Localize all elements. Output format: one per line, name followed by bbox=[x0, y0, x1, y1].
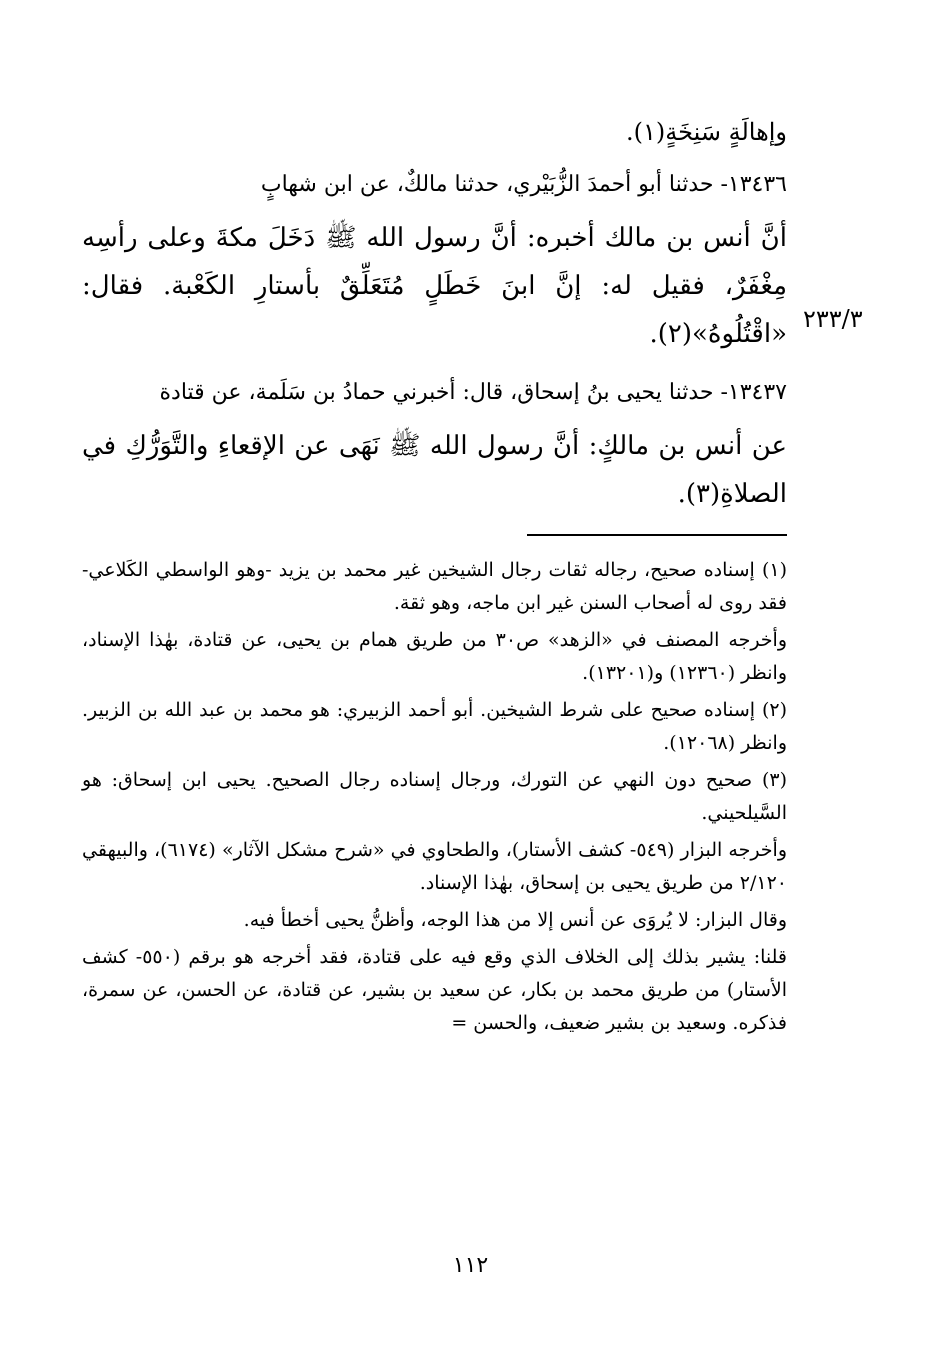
hadith-13437-chain: ١٣٤٣٧- حدثنا يحيى بنُ إسحاق، قال: أخبرني حمادُ بن سَلَمة، عن قتادة bbox=[159, 380, 787, 405]
footnote-1: (١) إسناده صحيح، رجاله ثقات رجال الشيخين غير محمد بن يزيد -وهو الواسطي الكَلاعي- فقد روى له أصحاب السنن غير ابن ماجه، وهو ثقة. bbox=[82, 559, 787, 614]
footnote-2: (٢) إسناده صحيح على شرط الشيخين. أبو أحمد الزبيري: هو محمد بن عبد الله بن الزبير. وانظر (١٢٠٦٨). bbox=[82, 699, 787, 754]
footnote-3: (٣) صحيح دون النهي عن التورك، ورجال إسناده رجال الصحيح. يحيى ابن إسحاق: هو السَّيلحيني. bbox=[82, 769, 787, 824]
hadith-13437-text: عن أنس بن مالكٍ: أنَّ رسول الله ﷺ نَهَى عن الإقعاءِ والتَّوَرُّكِ في الصلاةِ(٣). bbox=[82, 431, 787, 509]
page-body bbox=[82, 112, 787, 1044]
footnote-3-sources: وأخرجه البزار (٥٤٩- كشف الأستار)، والطحاوي في «شرح مشكل الآثار» (٦١٧٤)، والبيهقي ٢/١٢٠ من طريق يحيى بن إسحاق، بهٰذا الإسناد. bbox=[82, 839, 788, 894]
footnote-3-bazzar-note: وقال البزار: لا يُروَى عن أنس إلا من هذا الوجه، وأظنُّ يحيى أخطأ فيه. bbox=[243, 909, 787, 931]
footnote-separator bbox=[527, 534, 787, 536]
footnote-3-editors-note: قلنا: يشير بذلك إلى الخلاف الذي وقع فيه على قتادة، فقد أخرجه هو برقم (٥٥٠- كشف الأستار) من طريق محمد بن بكار، عن سعيد بن بشير، عن قتادة، عن الحسن، عن سمرة، فذكره. وسعيد بن بشير ضعيف، والحسن = bbox=[82, 946, 787, 1034]
footnote-1-continuation: وأخرجه المصنف في «الزهد» ص٣٠ من طريق همام بن يحيى، عن قتادة، بهٰذا الإسناد، وانظر (١٢٣٦٠) و(١٣٢٠١). bbox=[82, 629, 787, 684]
margin-volume-page-reference: ٢٣٣/٣ bbox=[803, 305, 863, 333]
hadith-13436-chain: ١٣٤٣٦- حدثنا أبو أحمدَ الزُّبَيْري، حدثنا مالكٌ، عن ابن شهابٍ bbox=[260, 172, 787, 197]
continued-hadith-ending: وإهالَةٍ سَنِخَةٍ(١). bbox=[626, 118, 787, 146]
hadith-13436-text: أنَّ أنس بن مالك أخبره: أنَّ رسول الله ﷺ دَخَلَ مكةَ وعلى رأسِه مِغْفَرٌ، فقيل له: إنَّ ابنَ خَطَلٍ مُتَعَلِّقٌ بأستارِ الكَعْبة. فقال: «اقْتُلُوهُ»(٢). bbox=[82, 223, 787, 349]
page-number: ١١٢ bbox=[452, 1253, 489, 1278]
